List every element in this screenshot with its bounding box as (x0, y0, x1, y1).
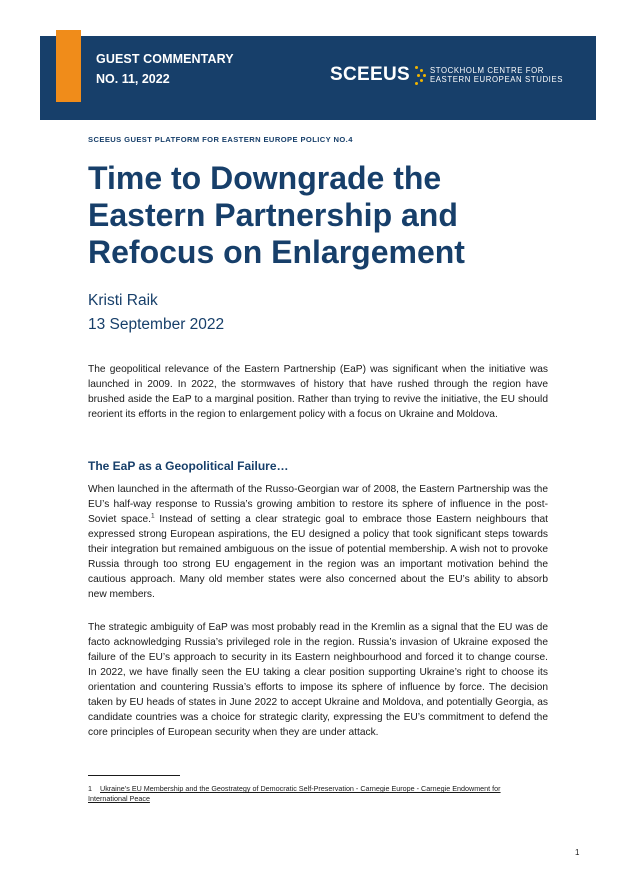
section-heading: The EaP as a Geopolitical Failure… (88, 459, 289, 473)
logo-subtitle-line2: EASTERN EUROPEAN STUDIES (429, 75, 564, 84)
body-paragraph-1 (88, 482, 548, 602)
page-number: 1 (575, 848, 580, 857)
logo-subtitle (430, 66, 563, 84)
orange-accent-bar (56, 30, 81, 102)
footnote-number: 1 (88, 784, 92, 793)
body-paragraph-1-rest: Instead of setting a clear strategic goal to embrace those Eastern neighbours that expressed strong European aspirations, the EU designed a policy that took significant steps towards their integration but remained ambiguous on the issue of potential membership. A wish not to provoke Russia through too strong EU engagement in the region was an important motivation behind the cautious approach. Many old member states were also concerned about the EU’s ability to absorb new members. (88, 514, 548, 600)
footnote (88, 784, 528, 804)
author-name: Kristi Raik (88, 292, 158, 309)
logo-dots-icon (413, 64, 427, 86)
intro-paragraph: The geopolitical relevance of the Eastern Partnership (EaP) was significant when the initiative was launched in 2009. In 2022, the stormwaves of history that have rushed through the region have brushed aside the EaP to a marginal position. Rather than trying to revive the initiative, the EU should reorient its efforts in the region to enlargement policy with a focus on Ukraine and Moldova. (88, 364, 548, 420)
commentary-label: GUEST COMMENTARY (96, 52, 234, 66)
footnote-divider (88, 775, 180, 776)
logo-wordmark: SCEEUS (330, 64, 410, 85)
logo-subtitle-line1: STOCKHOLM CENTRE FOR (429, 66, 545, 75)
document-title: Time to Downgrade the Eastern Partnership and Refocus on Enlargement (88, 160, 465, 270)
commentary-number: NO. 11, 2022 (96, 72, 170, 86)
sceeus-logo (330, 64, 563, 86)
body-paragraph-2: The strategic ambiguity of EaP was most probably read in the Kremlin as a signal that the EU was de facto acknowledging Russia’s privileged role in the region. Russia’s invasion of Ukraine exposed the failure of the EU’s approach to security in its Eastern neighbourhood and forced it to change course. In 2022, we have finally seen the EU taking a clear position supporting Ukraine’s right to choose its orientation and countering Russia’s efforts to impose its sphere of influence by force. The decision taken by EU heads of states in June 2022 to accept Ukraine and Moldova, and potentially Georgia, as candidate countries was a choice for strategic clarity, expressing the EU’s commitment to defend the core principles of European security when they are under attack. (88, 622, 548, 738)
platform-label: SCEEUS GUEST PLATFORM FOR EASTERN EUROPE POLICY NO.4 (88, 135, 353, 144)
footnote-reference[interactable]: 1 (150, 512, 155, 520)
publication-date: 13 September 2022 (88, 316, 225, 333)
footnote-link[interactable]: Ukraine’s EU Membership and the Geostrategy of Democratic Self-Preservation - Carnegie Europe - Carnegie Endowment for International Peace (88, 784, 501, 803)
body-paragraph-1-start: When launched in the aftermath of the Russo-Georgian war of 2008, the Eastern Partnership was the EU’s half-way response to Russia’s growing ambition to restore its sphere of influence in the post-Soviet space. (88, 484, 548, 525)
